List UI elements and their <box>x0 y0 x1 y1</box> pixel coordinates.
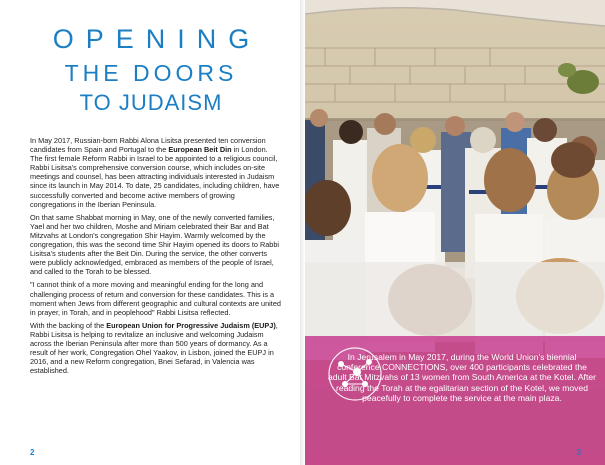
left-page <box>0 0 302 465</box>
european-beit-din-bold: European Beit Din <box>168 145 232 155</box>
paragraph-4-end: , Rabbi Lisitsa is helping to revitalize an inclusive and welcoming Judaism across the Iberian Peninsula after more than 500 years of dormancy. As a result of her work, Congregation Ohel Yaakov, in Lisbon, joined the EUPJ in 2016, and a new Reform congregation, Bnei Sefarad, in Valencia was established. <box>30 320 278 376</box>
paragraph-2: On that same Shabbat morning in May, one of the newly converted families, Yael and her two children, Moshe and Miriam celebrated their Bar and Bat Mitzvahs at London's congregation Shir Hayim. Warmly welcomed by the congregation, this was the second time Shir Hayim opened its doors to Rabbi Lisitsa's students after the Beit Din. During the service, the other converts were publicly acknowledged, embraced as members of the people of Israel, and called to the Torah to be blessed. <box>30 212 280 277</box>
title-line-to-judaism: TO JUDAISM <box>79 90 223 115</box>
paragraph-1 <box>30 136 282 209</box>
title-line-opening: OPENING <box>52 24 262 54</box>
paragraph-4-start: With the backing of the <box>30 320 107 330</box>
photo-caption: In Jerusalem in May 2017, during the World Union's biennial conference CONNECTIONS, over 400 participants celebrated the adult Bat Mitzvahs of 13 women from South America at the Kotel. After reading the Torah at the egalitarian section of the Kotel, we moved peacefully to complete the service at the main plaza. <box>328 352 596 403</box>
right-page <box>305 0 605 465</box>
eupj-bold: European Union for Progressive Judaism (EUPJ) <box>106 320 276 330</box>
paragraph-1-start: In May 2017, Russian-born Rabbi Alona Lisitsa presented ten conversion candidates from Spain and Portugal to the <box>30 136 266 155</box>
paragraph-3-quote: "I cannot think of a more moving and meaningful ending for the long and challenging process of return and conversion for these candidates. This is a moment when Jews from different geographic and cultural contexts are united in prayer, in Torah, and in peoplehood" Rabbi Lisitsa reflected. <box>30 280 281 317</box>
paragraph-4 <box>30 321 282 376</box>
article-body <box>30 136 282 379</box>
page-number-left: 2 <box>30 448 35 457</box>
paragraph-1-end: in London. The first female Reform Rabbi in Israel to be appointed to a religious council, Rabbi Lisitsa's comprehensive conversion course, which includes on-site meetings and counsel, has been attracting individuals interested in Judaism since its launch in May 2014. To date, 25 candidates, including children, have successfully converted and become active members of growing congregations in the Iberian Peninsula. <box>30 145 280 209</box>
title-line-the-doors: THE DOORS <box>64 60 238 86</box>
page-number-right: 3 <box>576 448 581 457</box>
